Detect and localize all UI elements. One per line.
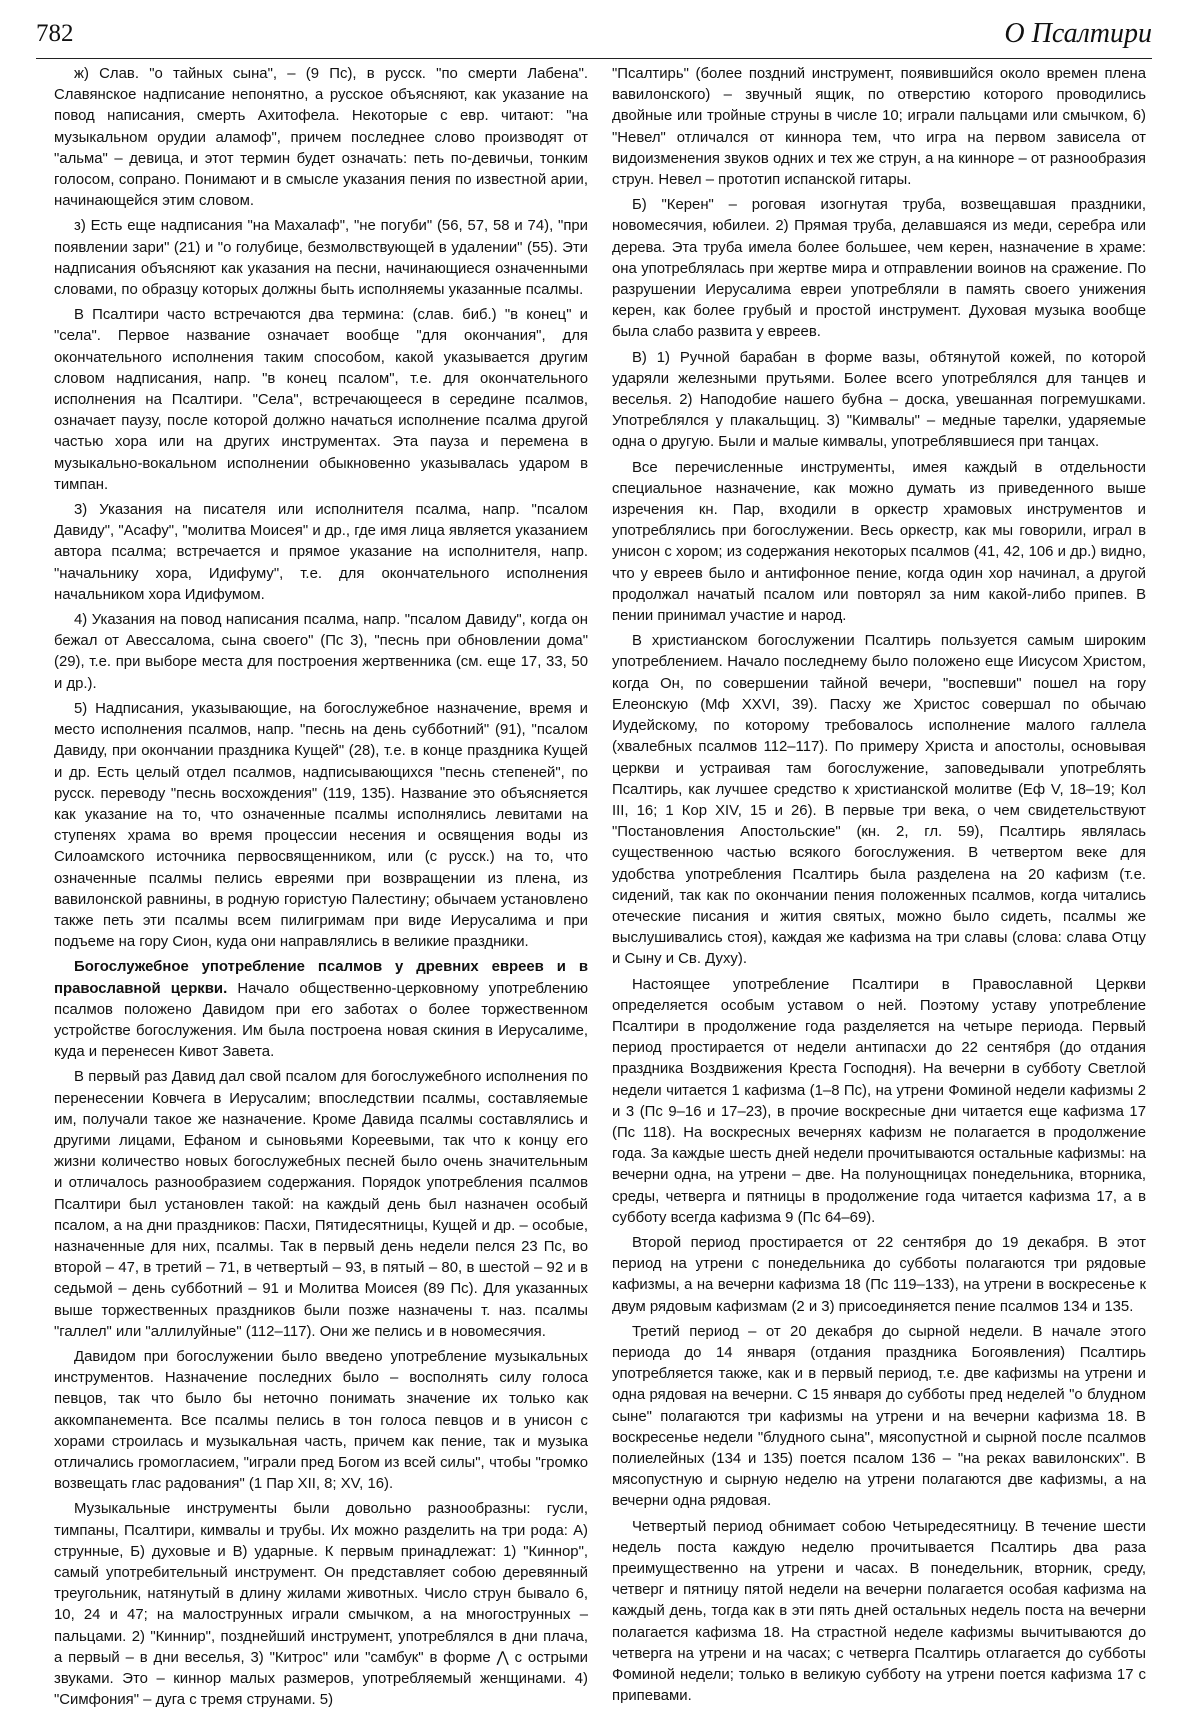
section-heading: Богослужебное употребление псалмов у древних евреев и в православной церкви. [54, 959, 588, 997]
paragraph [54, 305, 588, 496]
paragraph [612, 631, 1146, 970]
paragraph-text: В первый раз Давид дал свой псалом для богослужебного исполнения по перенесении Ковчега в Иерусалим; впоследствии псалмы, составляемые им, получали такое же назначение. Кроме Давида псалмы составлялись и другими лицами, Ефаном и сыновьями Кореевыми, так что к концу его жизни количество новых богослужебных песней было очень значительным и отличалось разнообразием содержания. Порядок употребления псалмов Псалтири был установлен такой: на каждый день был назначен особый псалом, а на дни праздников: Пасхи, Пятидесятницы, Кущей и др. – особые, назначенные для них, псалмы. Так в первый день недели пелся 23 Пс, во второй – 47, в третий – 71, в четвертый – 93, в пятый – 80, в шестой – 92 и в седьмой – день субботний – 91 и Молитва Моисея (89 Пс). Для указанных выше торжественных праздников были позже назначены т. наз. псалмы "галлел" или "аллилуйные" (112–117). Они же пелись и в новомесячия. [54, 1069, 588, 1340]
page-number: 782 [36, 20, 74, 47]
paragraph-text: 4) Указания на повод написания псалма, напр. "псалом Давиду", когда он бежал от Авессалома, сына своего" (Пс 3), "песнь при обновлении дома" (29), т.е. при выборе места для построения жертвенника (см. еще 17, 33, 50 и др.). [54, 612, 588, 692]
paragraph-text: В христианском богослужении Псалтирь пользуется самым широким употреблением. Начало последнему было положено еще Иисусом Христом, когда Он, по совершении тайной вечери, "воспевши" пошел на гору Елеонскую (Мф XXVI, 39). Пасху же Христос совершал по обычаю Иудейскому, по которому требовалось исполнение малого галлела (хвалебных псалмов 112–117). По примеру Христа и апостолы, основывая церкви и устраивая там богослужение, заповедывали употреблять Псалтирь, как лучшее средство к христианской молитве (Еф V, 18–19; Кол III, 16; 1 Кор XIV, 15 и 26). В первые три века, о чем свидетельствуют "Постановления Апостольские" (кн. 2, гл. 59), Псалтирь являлась существенною частью всякого богослужения. В четвертом веке для удобства употребления Псалтирь была разделена на 20 кафизм (т.е. сидений, так как по окончании пения положенных псалмов, когда читались отеческие писания и жития святых, можно было сидеть, псалмы же выслушивались стоя), каждая же кафизма на три славы (слова: слава Отцу и Сыну и Св. Духу). [612, 633, 1146, 968]
paragraph-text: Второй период простирается от 22 сентября до 19 декабря. В этот период на утрени с понедельника до субботы полагаются три рядовые кафизмы, а на вечерни кафизма 18 (Пс 119–133), на утрени в воскресенье к двум рядовым кафизмам (2 и 3) присоединяется пение псалмов 134 и 135. [612, 1234, 1146, 1315]
paragraph-text: 5) Надписания, указывающие, на богослужебное назначение, время и место исполнения псалмов, напр. "песнь на день субботний" (91), "псалом Давиду, при окончании праздника Кущей" (28), т.е. в конце праздника Кущей и др. Есть целый отдел псалмов, надписывающихся "песнь степеней", по русск. переводу "песнь восхождения" (119, 135). Название это объясняется как указание на то, что означенные псалмы исполнялись левитами на ступенях храма во время процессии несения и освящения воды из Силоамского источника первосвященником, или (с русск.) на то, что означенные псалмы пелись евреями при возвращении из плена, из вавилонской равнины, в родную гористую Палестину; обычаем установлено также петь эти псалмы всем пилигримам при виде Иерусалима и при подъеме на гору Сион, куда они направлялись в великие праздники. [54, 700, 588, 951]
page-header [36, 10, 1152, 54]
paragraph [612, 975, 1146, 1229]
paragraph [612, 1322, 1146, 1513]
paragraph [54, 64, 588, 212]
paragraph-text: Четвертый период обнимает собою Четыредесятницу. В течение шести недель поста каждую неделю прочитывается Псалтирь два раза преимущественно на утрени и часах. В понедельник, вторник, среду, четверг и пятницу пятой недели на вечерни полагается особая кафизма на каждый день, тогда как в эти пять дней остальных недель поста на вечерни полагается кафизма 18. На страстной неделе кафизмы вычитываются до четверга на утрени и на часах; с четверга Псалтирь отлагается до субботы Фоминой недели; только в великую субботу на утрени поется кафизма 17 с припевами. [612, 1518, 1146, 1705]
paragraph [612, 195, 1146, 343]
paragraph-text: Музыкальные инструменты были довольно разнообразны: гусли, тимпаны, Псалтири, кимвалы и трубы. Их можно разделить на три рода: А) струнные, Б) духовые и В) ударные. К первым принадлежат: 1) "Киннор", самый употребительный инструмент. Он представляет собою деревянный треугольник, натянутый в длину жилами животных. Число струн бывало 6, 10, 24 и 47; на малострунных играли смычком, а на многострунных – пальцами. 2) "Киннир", позднейший инструмент, употреблялся в дни плача, а первый – в дни веселья, 3) "Китрос" или "самбук" в форме ⋀ с острыми звуками. Это – киннор малых размеров, употребляемый женщинами. 4) "Симфония" – дуга с тремя струнами. 5) [54, 1501, 588, 1709]
paragraph [612, 64, 1146, 191]
paragraph-text: Все перечисленные инструменты, имея каждый в отдельности специальное назначение, как можно думать из приведенного выше изречения кн. Пар, входили в оркестр храмовых инструментов и употреблялись при богослужении. Весь оркестр, как мы говорили, играл в унисон с хором; из содержания некоторых псалмов (41, 42, 106 и др.) видно, что у евреев было и антифонное пение, когда один хор начинал, а другой продолжал начатый псалом или повторял за ним какой-либо припев. В пении принимал участие и народ. [612, 459, 1146, 625]
paragraph-text: ж) Слав. "о тайных сына", – (9 Пс), в русск. "по смерти Лабена". Славянское надписание непонятно, а русское объясняют, как указание на повод написания, смерть Ахитофела. Некоторые с евр. читают: "на музыкальном орудии аламоф", причем последнее слово производят от "альма" – девица, и этот термин будет означать: петь по-девичьи, тонким голосом, сопрано. Понимают и в смысле указания пения по известной арии, начинающейся этим словом. [54, 66, 588, 210]
paragraph [54, 699, 588, 953]
paragraph [54, 957, 588, 1063]
paragraph [612, 1233, 1146, 1318]
text-columns [54, 64, 1146, 1709]
header-rule [36, 58, 1152, 59]
paragraph [54, 1347, 588, 1495]
paragraph [54, 1067, 588, 1343]
paragraph-text: Начало общественно-церковному употреблению псалмов положено Давидом при его заботах о более торжественном устройстве богослужения. Им была построена новая скиния в Иерусалиме, куда и перенесен Кивот Завета. [54, 980, 588, 1061]
paragraph [612, 458, 1146, 628]
paragraph-text: В Псалтири часто встречаются два термина: (слав. биб.) "в конец" и "села". Первое название означает вообще "для окончания", для окончательного исполнения таким способом, какой указывается другим словом надписания, напр. "в конец псалом", т.е. для окончательного исполнения на Псалтири. "Села", встречающееся в середине псалмов, означает паузу, после которой должно начаться исполнение псалма другой частью хора или на других инструментах. Эта пауза и перемена в музыкально-вокальном исполнении обыкновенно указывалась ударом в тимпан. [54, 307, 588, 493]
paragraph [54, 1499, 588, 1711]
paragraph [54, 500, 588, 606]
paragraph-text: з) Есть еще надписания "на Махалаф", "не погуби" (56, 57, 58 и 74), "при появлении зари" (21) и "о голубице, безмолвствующей в удалении" (55). Эти надписания объясняют как указания на песни, начинающиеся означенными словами, по образцу которых должны быть исполняемы указанные псалмы. [54, 218, 588, 299]
paragraph-text: Третий период – от 20 декабря до сырной недели. В начале этого периода до 14 января (отдания праздника Богоявления) Псалтирь употребляется также, как и в первый период, т.е. две кафизмы на утрени и одна рядовая на вечерни. С 15 января до субботы пред неделей "о блудном сыне" полагаются три кафизмы на утрени и на вечерни кафизма 18. В воскресенье недели "блудного сына", мясопустной и сырной после псалмов полиелейных (134 и 135) поется псалом 136 – "на реках вавилонских". В мясопустную и сырную неделю на утрени полагаются две кафизмы, а на вечерни одна рядовая. [612, 1323, 1146, 1510]
paragraph-text: "Псалтирь" (более поздний инструмент, появившийся около времен плена вавилонского) – звучный ящик, по отверстию которого проводились двойные или тройные струны в числе 10; играли пальцами или смычком, 6) "Невел" отличался от киннора тем, что игра на первом зависела от видоизменения звуков одних и тех же струн, а на кинноре – от разнообразия струн. Невел – прототип испанской гитары. [612, 66, 1146, 189]
paragraph [612, 348, 1146, 454]
paragraph-text: 3) Указания на писателя или исполнителя псалма, напр. "псалом Давиду", "Асафу", "молитва Моисея" и др., где имя лица является указанием автора псалма; встречается и прямое указание на исполнителя, напр. "начальнику хора, Идифуму", т.е. для окончательного исполнения начальником хора Идифумом. [54, 502, 588, 603]
paragraph-text: В) 1) Ручной барабан в форме вазы, обтянутой кожей, по которой ударяли железными прутьями. Более всего употреблялся для танцев и веселья. 2) Наподобие нашего бубна – доска, увешанная погремушками. Употреблялся у плакальщиц. 3) "Кимвалы" – медные тарелки, ударяемые одна о другую. Были и малые кимвалы, употреблявшиеся при танцах. [612, 349, 1146, 451]
paragraph-text: Давидом при богослужении было введено употребление музыкальных инструментов. Назначение последних было – восполнять силу голоса певцов, так что было бы неточно понимать значение их только как аккомпанемента. Все псалмы пелись в тон голоса певцов и в унисон с хорами строилась и музыкальная часть, причем как пение, так и музыка отличались громогласием, "играли пред Богом из всей силы", чтобы "громко возвещать глас радования" (1 Пар XII, 8; XV, 16). [54, 1348, 588, 1493]
paragraph [54, 216, 588, 301]
paragraph-text: Настоящее употребление Псалтири в Православной Церкви определяется особым уставом о ней. Поэтому уставу употребление Псалтири в продолжение года разделяется на четыре периода. Первый период простирается от недели антипасхи до 22 сентября (до отдания праздника Воздвижения Креста Господня). На вечерни в субботу Светлой недели читается 1 кафизма (1–8 Пс), на утрени Фоминой недели кафизмы 2 и 3 (Пс 9–16 и 17–23), в прочие воскресные дни читается еще кафизма 17 (Пс 118). На воскресных вечернях кафизм не полагается в продолжение года. За каждые шесть дней недели прочитываются остальные кафизмы: на вечерни одна, на утрени – две. На полунощницах понедельника, вторника, среды, четверга и пятницы в продолжение года читается кафизма 17, а в субботу всегда кафизма 9 (Пс 64–69). [612, 976, 1146, 1226]
paragraph-text: Б) "Керен" – роговая изогнутая труба, возвещавшая праздники, новомесячия, юбилеи. 2) Прямая труба, делавшаяся из меди, серебра или дерева. Эта труба имела более большее, чем керен, назначение в храме: она употреблялась при жертве мира и отправлении воинов на сражение. По разрушении Иерусалима евреи употребляли в память своего унижения керен, как более грубый и простой инструмент. Духовая музыка вообще была слабо развита у евреев. [612, 197, 1146, 341]
right-column [612, 64, 1146, 1705]
running-title: О Псалтири [1004, 18, 1152, 49]
paragraph [612, 1517, 1146, 1708]
left-column [54, 64, 588, 1709]
paragraph [54, 610, 588, 695]
